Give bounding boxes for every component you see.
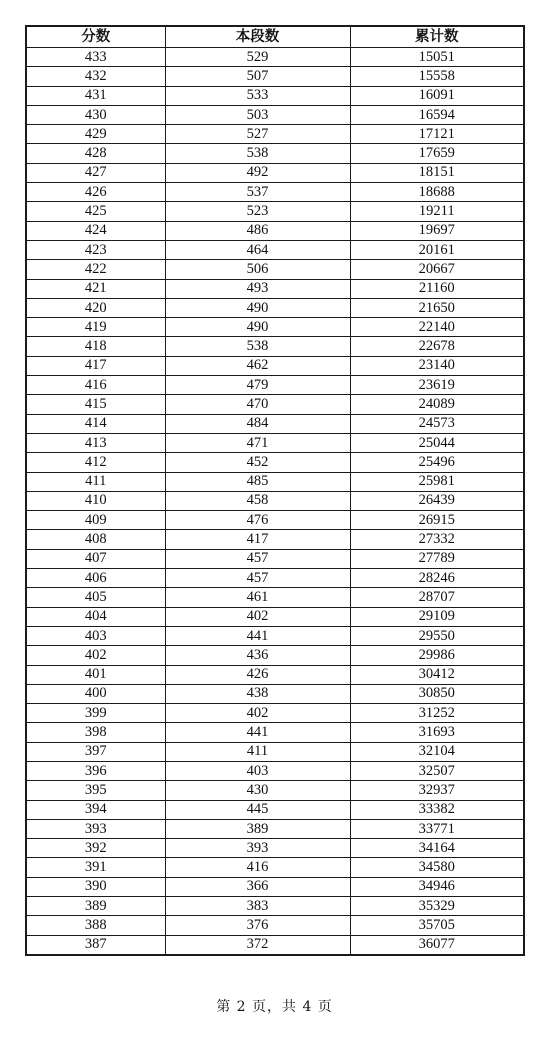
table-row <box>26 260 524 279</box>
table-row <box>26 781 524 800</box>
segment-count-cell: 441 <box>165 626 350 645</box>
score-cell: 401 <box>26 665 165 684</box>
table-row <box>26 279 524 298</box>
cumulative-count-cell: 23140 <box>350 356 524 375</box>
score-cell: 405 <box>26 588 165 607</box>
segment-count-cell: 416 <box>165 858 350 877</box>
segment-count-cell: 436 <box>165 646 350 665</box>
table-row <box>26 511 524 530</box>
cumulative-count-cell: 36077 <box>350 935 524 955</box>
table-body <box>26 48 524 955</box>
segment-count-cell: 438 <box>165 684 350 703</box>
cumulative-count-cell: 25981 <box>350 472 524 491</box>
table-row <box>26 684 524 703</box>
segment-count-cell: 507 <box>165 67 350 86</box>
score-cell: 388 <box>26 916 165 935</box>
table-row <box>26 491 524 510</box>
segment-count-cell: 411 <box>165 742 350 761</box>
table-row <box>26 298 524 317</box>
cumulative-count-cell: 24089 <box>350 395 524 414</box>
segment-count-cell: 476 <box>165 511 350 530</box>
score-distribution-table <box>25 25 525 956</box>
score-cell: 387 <box>26 935 165 955</box>
cumulative-count-cell: 18688 <box>350 183 524 202</box>
segment-count-cell: 402 <box>165 704 350 723</box>
cumulative-count-cell: 29986 <box>350 646 524 665</box>
segment-count-cell: 486 <box>165 221 350 240</box>
cumulative-count-cell: 28246 <box>350 569 524 588</box>
cumulative-count-cell: 31252 <box>350 704 524 723</box>
cumulative-count-cell: 32104 <box>350 742 524 761</box>
table-row <box>26 376 524 395</box>
table-row <box>26 221 524 240</box>
table-row <box>26 48 524 67</box>
score-cell: 412 <box>26 453 165 472</box>
cumulative-count-cell: 18151 <box>350 163 524 182</box>
segment-count-cell: 417 <box>165 530 350 549</box>
table-row <box>26 433 524 452</box>
table-row <box>26 144 524 163</box>
segment-count-cell: 366 <box>165 877 350 896</box>
table-row <box>26 163 524 182</box>
table-row <box>26 665 524 684</box>
score-cell: 427 <box>26 163 165 182</box>
segment-count-cell: 457 <box>165 569 350 588</box>
score-cell: 407 <box>26 549 165 568</box>
score-cell: 418 <box>26 337 165 356</box>
score-cell: 419 <box>26 318 165 337</box>
score-cell: 423 <box>26 240 165 259</box>
table-row <box>26 607 524 626</box>
score-cell: 422 <box>26 260 165 279</box>
cumulative-count-cell: 21650 <box>350 298 524 317</box>
table-row <box>26 819 524 838</box>
table-row <box>26 356 524 375</box>
table-row <box>26 588 524 607</box>
segment-count-cell: 402 <box>165 607 350 626</box>
score-cell: 389 <box>26 897 165 916</box>
segment-count-cell: 533 <box>165 86 350 105</box>
cumulative-count-cell: 29550 <box>350 626 524 645</box>
cumulative-count-cell: 34580 <box>350 858 524 877</box>
segment-count-cell: 462 <box>165 356 350 375</box>
cumulative-count-cell: 31693 <box>350 723 524 742</box>
score-cell: 421 <box>26 279 165 298</box>
cumulative-count-cell: 16594 <box>350 105 524 124</box>
score-cell: 410 <box>26 491 165 510</box>
cumulative-count-cell: 35329 <box>350 897 524 916</box>
segment-count-cell: 470 <box>165 395 350 414</box>
cumulative-count-cell: 27332 <box>350 530 524 549</box>
score-cell: 416 <box>26 376 165 395</box>
score-cell: 429 <box>26 125 165 144</box>
score-cell: 398 <box>26 723 165 742</box>
score-cell: 403 <box>26 626 165 645</box>
table-row <box>26 414 524 433</box>
cumulative-count-cell: 33771 <box>350 819 524 838</box>
cumulative-count-cell: 24573 <box>350 414 524 433</box>
table-row <box>26 530 524 549</box>
table-row <box>26 646 524 665</box>
score-cell: 397 <box>26 742 165 761</box>
table-row <box>26 800 524 819</box>
table-header-row <box>26 26 524 48</box>
table-row <box>26 626 524 645</box>
segment-count-cell: 452 <box>165 453 350 472</box>
score-cell: 425 <box>26 202 165 221</box>
segment-count-cell: 383 <box>165 897 350 916</box>
cumulative-count-cell: 22140 <box>350 318 524 337</box>
table-row <box>26 318 524 337</box>
table-row <box>26 569 524 588</box>
score-cell: 426 <box>26 183 165 202</box>
cumulative-count-cell: 34164 <box>350 839 524 858</box>
cumulative-count-cell: 35705 <box>350 916 524 935</box>
segment-count-cell: 426 <box>165 665 350 684</box>
table-row <box>26 916 524 935</box>
table-row <box>26 549 524 568</box>
table-row <box>26 839 524 858</box>
cumulative-count-cell: 26915 <box>350 511 524 530</box>
header-cumulative-count: 累计数 <box>350 26 524 48</box>
score-cell: 390 <box>26 877 165 896</box>
segment-count-cell: 441 <box>165 723 350 742</box>
score-cell: 404 <box>26 607 165 626</box>
segment-count-cell: 479 <box>165 376 350 395</box>
score-cell: 428 <box>26 144 165 163</box>
cumulative-count-cell: 17659 <box>350 144 524 163</box>
score-cell: 408 <box>26 530 165 549</box>
cumulative-count-cell: 19697 <box>350 221 524 240</box>
segment-count-cell: 464 <box>165 240 350 259</box>
table-row <box>26 897 524 916</box>
score-cell: 409 <box>26 511 165 530</box>
score-cell: 396 <box>26 761 165 780</box>
cumulative-count-cell: 32507 <box>350 761 524 780</box>
segment-count-cell: 523 <box>165 202 350 221</box>
cumulative-count-cell: 32937 <box>350 781 524 800</box>
segment-count-cell: 376 <box>165 916 350 935</box>
segment-count-cell: 503 <box>165 105 350 124</box>
page-number-footer: 第 2 页，共 4 页 <box>216 999 333 1015</box>
cumulative-count-cell: 29109 <box>350 607 524 626</box>
cumulative-count-cell: 20667 <box>350 260 524 279</box>
table-row <box>26 877 524 896</box>
cumulative-count-cell: 20161 <box>350 240 524 259</box>
segment-count-cell: 471 <box>165 433 350 452</box>
score-cell: 393 <box>26 819 165 838</box>
header-score: 分数 <box>26 26 165 48</box>
segment-count-cell: 389 <box>165 819 350 838</box>
cumulative-count-cell: 28707 <box>350 588 524 607</box>
segment-count-cell: 490 <box>165 318 350 337</box>
score-cell: 399 <box>26 704 165 723</box>
score-cell: 395 <box>26 781 165 800</box>
cumulative-count-cell: 25496 <box>350 453 524 472</box>
cumulative-count-cell: 33382 <box>350 800 524 819</box>
table-row <box>26 240 524 259</box>
segment-count-cell: 537 <box>165 183 350 202</box>
score-cell: 392 <box>26 839 165 858</box>
score-cell: 414 <box>26 414 165 433</box>
segment-count-cell: 445 <box>165 800 350 819</box>
cumulative-count-cell: 16091 <box>350 86 524 105</box>
segment-count-cell: 393 <box>165 839 350 858</box>
score-cell: 432 <box>26 67 165 86</box>
score-cell: 430 <box>26 105 165 124</box>
score-cell: 433 <box>26 48 165 67</box>
table-row <box>26 125 524 144</box>
segment-count-cell: 538 <box>165 337 350 356</box>
cumulative-count-cell: 25044 <box>350 433 524 452</box>
table-row <box>26 395 524 414</box>
score-cell: 431 <box>26 86 165 105</box>
table-row <box>26 453 524 472</box>
segment-count-cell: 493 <box>165 279 350 298</box>
score-cell: 413 <box>26 433 165 452</box>
cumulative-count-cell: 34946 <box>350 877 524 896</box>
cumulative-count-cell: 26439 <box>350 491 524 510</box>
segment-count-cell: 492 <box>165 163 350 182</box>
score-cell: 424 <box>26 221 165 240</box>
table-row <box>26 761 524 780</box>
table-row <box>26 105 524 124</box>
score-cell: 417 <box>26 356 165 375</box>
score-cell: 415 <box>26 395 165 414</box>
table-row <box>26 337 524 356</box>
header-segment-count: 本段数 <box>165 26 350 48</box>
segment-count-cell: 461 <box>165 588 350 607</box>
segment-count-cell: 457 <box>165 549 350 568</box>
score-cell: 400 <box>26 684 165 703</box>
table-row <box>26 723 524 742</box>
segment-count-cell: 485 <box>165 472 350 491</box>
table-row <box>26 935 524 955</box>
table-row <box>26 202 524 221</box>
score-cell: 420 <box>26 298 165 317</box>
cumulative-count-cell: 23619 <box>350 376 524 395</box>
segment-count-cell: 403 <box>165 761 350 780</box>
table-row <box>26 183 524 202</box>
score-cell: 411 <box>26 472 165 491</box>
cumulative-count-cell: 15558 <box>350 67 524 86</box>
segment-count-cell: 372 <box>165 935 350 955</box>
cumulative-count-cell: 30412 <box>350 665 524 684</box>
table-row <box>26 67 524 86</box>
segment-count-cell: 538 <box>165 144 350 163</box>
segment-count-cell: 490 <box>165 298 350 317</box>
cumulative-count-cell: 30850 <box>350 684 524 703</box>
score-cell: 406 <box>26 569 165 588</box>
cumulative-count-cell: 17121 <box>350 125 524 144</box>
table-row <box>26 742 524 761</box>
table-row <box>26 704 524 723</box>
cumulative-count-cell: 27789 <box>350 549 524 568</box>
segment-count-cell: 430 <box>165 781 350 800</box>
cumulative-count-cell: 21160 <box>350 279 524 298</box>
cumulative-count-cell: 15051 <box>350 48 524 67</box>
segment-count-cell: 506 <box>165 260 350 279</box>
segment-count-cell: 527 <box>165 125 350 144</box>
cumulative-count-cell: 22678 <box>350 337 524 356</box>
score-cell: 391 <box>26 858 165 877</box>
table-row <box>26 472 524 491</box>
score-cell: 402 <box>26 646 165 665</box>
cumulative-count-cell: 19211 <box>350 202 524 221</box>
segment-count-cell: 529 <box>165 48 350 67</box>
table-row <box>26 858 524 877</box>
score-cell: 394 <box>26 800 165 819</box>
segment-count-cell: 458 <box>165 491 350 510</box>
segment-count-cell: 484 <box>165 414 350 433</box>
table-row <box>26 86 524 105</box>
